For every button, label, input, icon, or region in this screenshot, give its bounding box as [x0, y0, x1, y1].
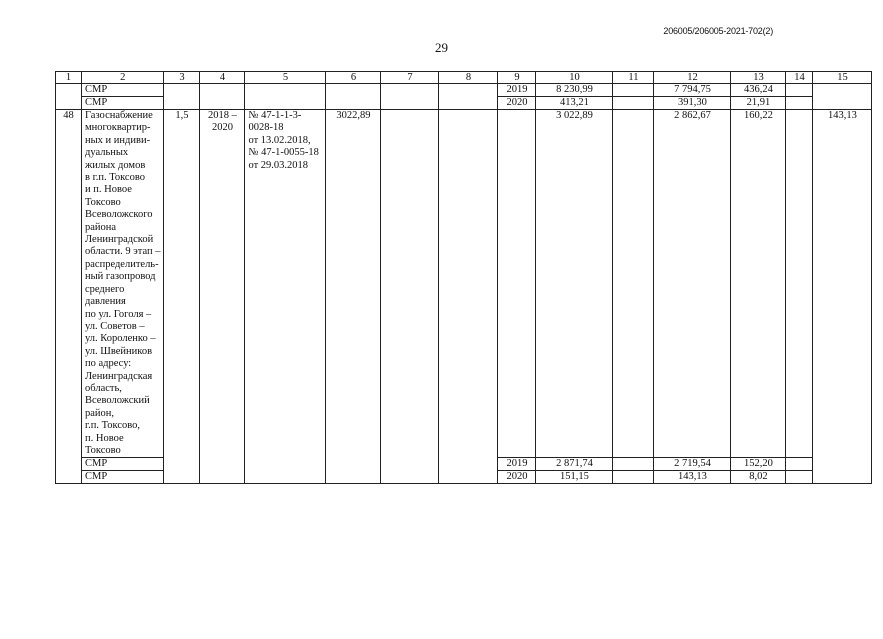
row-label: СМР — [82, 458, 164, 471]
value-cell: 391,30 — [654, 97, 731, 110]
document-id: 206005/206005-2021-702(2) — [663, 26, 773, 36]
header-row — [56, 72, 872, 84]
header-cell: 15 — [813, 72, 872, 84]
row-label: СМР — [82, 84, 164, 97]
budget-table — [55, 71, 872, 484]
value-cell: 7 794,75 — [654, 84, 731, 97]
header-cell: 8 — [439, 72, 498, 84]
value-cell: 413,21 — [536, 97, 613, 110]
value-cell: 436,24 — [731, 84, 786, 97]
table-row — [56, 97, 872, 110]
value-cell: 151,15 — [536, 471, 613, 484]
table-row-item-48 — [56, 110, 872, 458]
value-cell: 3 022,89 — [536, 110, 613, 458]
header-cell: 5 — [245, 72, 326, 84]
period-cell: 2018 – 2020 — [200, 110, 245, 484]
value-cell: 143,13 — [654, 471, 731, 484]
header-cell: 2 — [82, 72, 164, 84]
length-cell: 1,5 — [164, 110, 200, 484]
header-cell: 9 — [498, 72, 536, 84]
year-cell: 2019 — [498, 458, 536, 471]
value-cell: 143,13 — [813, 110, 872, 484]
row-label: СМР — [82, 471, 164, 484]
value-cell: 2 719,54 — [654, 458, 731, 471]
permit-documents: № 47-1-1-3- 0028-18 от 13.02.2018, № 47-1-0055-18 от 29.03.2018 — [245, 110, 326, 484]
header-cell: 4 — [200, 72, 245, 84]
header-cell: 11 — [613, 72, 654, 84]
item-number: 48 — [56, 110, 82, 484]
header-cell: 10 — [536, 72, 613, 84]
value-cell: 2 871,74 — [536, 458, 613, 471]
row-label: СМР — [82, 97, 164, 110]
header-cell: 7 — [381, 72, 439, 84]
value-cell: 21,91 — [731, 97, 786, 110]
header-cell: 13 — [731, 72, 786, 84]
item-name: Газоснабжение многоквартир- ных и индиви- дуальных жилых домов в г.п. Токсово и п. Новое Токсово Всеволожского района Ленинградской области. 9 этап – распределитель- ный газопровод среднего давления по ул. Гоголя – ул. Советов – ул. Короленко – ул. Швейников по адресу: Ленинградская область, Всеволожский район, г.п. Токсово, п. Новое Токсово — [82, 110, 164, 458]
year-cell: 2020 — [498, 97, 536, 110]
table-row — [56, 84, 872, 97]
value-cell: 160,22 — [731, 110, 786, 458]
header-cell: 3 — [164, 72, 200, 84]
value-cell: 8,02 — [731, 471, 786, 484]
year-cell: 2019 — [498, 84, 536, 97]
header-cell: 6 — [326, 72, 381, 84]
year-cell: 2020 — [498, 471, 536, 484]
value-cell: 8 230,99 — [536, 84, 613, 97]
header-cell: 14 — [786, 72, 813, 84]
header-cell: 12 — [654, 72, 731, 84]
total-cost-cell: 3022,89 — [326, 110, 381, 484]
page-number: 29 — [435, 40, 448, 55]
value-cell: 2 862,67 — [654, 110, 731, 458]
header-cell: 1 — [56, 72, 82, 84]
value-cell: 152,20 — [731, 458, 786, 471]
